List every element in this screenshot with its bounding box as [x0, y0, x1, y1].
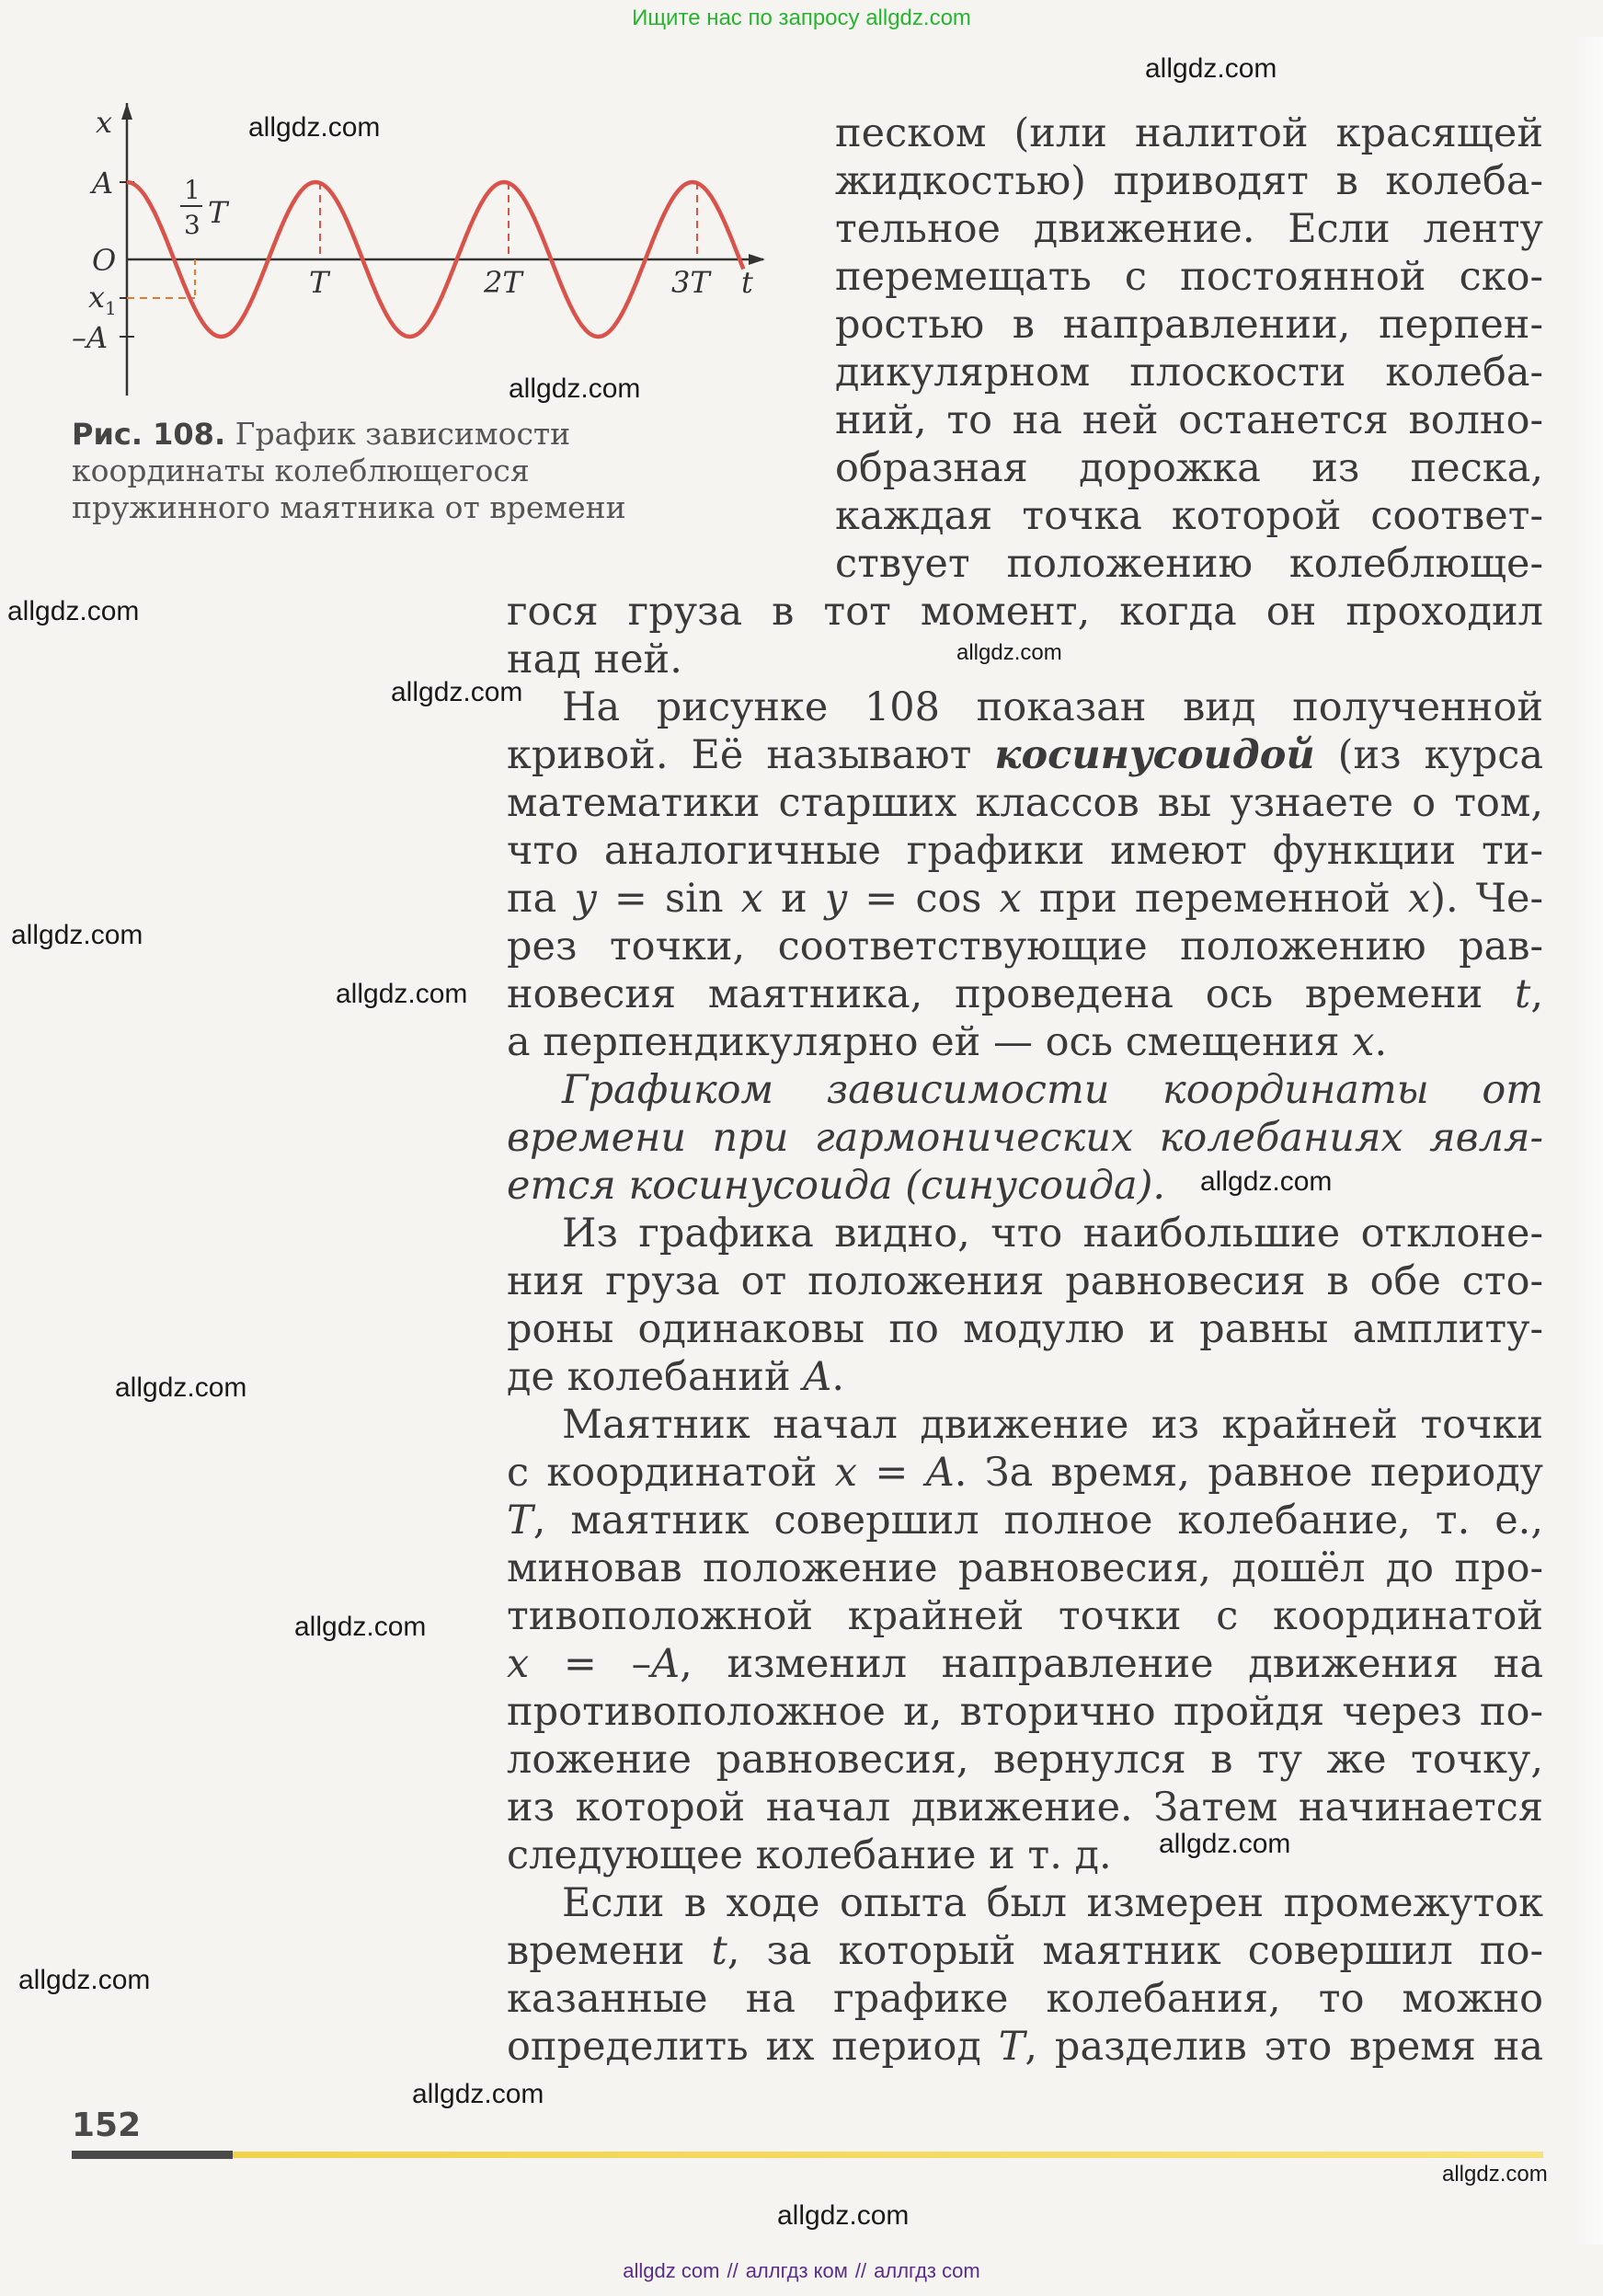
- text-line: а перпендикулярно ей — ось смещения x.: [507, 1019, 1388, 1065]
- oscillation-graph: [64, 103, 782, 407]
- label-x-axis: x: [96, 105, 113, 140]
- label-third-num: 1: [184, 175, 200, 205]
- text-line: тельное движение. Если ленту: [835, 206, 1543, 252]
- label-x1: [88, 280, 117, 319]
- text-line: с координатой x = A. За время, равное периоду: [507, 1450, 1543, 1496]
- watermark[interactable]: allgdz.com: [1159, 1829, 1291, 1859]
- text-line: Если в ходе опыта был измерен промежуток: [562, 1880, 1543, 1926]
- text-line: роны одинаковы по модулю и равны амплиту-: [507, 1306, 1543, 1352]
- text-line: противоположное и, вторично пройдя через по-: [507, 1689, 1543, 1735]
- text-line: дикулярном плоскости колеба-: [835, 350, 1543, 396]
- label-2T: 2T: [484, 265, 522, 300]
- label-t-axis: t: [741, 265, 753, 300]
- caption-line-2: координаты колеблющегося: [72, 453, 530, 488]
- label-minus-A: –A: [72, 320, 109, 355]
- caption-line-3: пружинного маятника от времени: [72, 489, 626, 525]
- text-line: тивоположной крайней точки с координатой: [507, 1593, 1543, 1639]
- page-edge: [1575, 37, 1603, 2244]
- text-line: па y = sin x и y = cos x при переменной x). Че-: [507, 876, 1544, 922]
- text-line: гося груза в тот момент, когда он проходил: [507, 589, 1543, 635]
- rule-line: времени при гармонических колебаниях явля-: [507, 1115, 1543, 1161]
- label-T: T: [309, 265, 329, 300]
- watermark[interactable]: allgdz.com: [7, 596, 140, 626]
- watermark[interactable]: allgdz.com: [956, 640, 1062, 665]
- text-line: казанные на графике колебания, то можно: [507, 1976, 1543, 2022]
- footer-bar-yellow: [233, 2152, 1543, 2158]
- label-third-T: T: [208, 195, 228, 230]
- label-O: O: [92, 243, 117, 278]
- watermark[interactable]: allgdz.com: [11, 920, 143, 950]
- watermark[interactable]: allgdz.com: [777, 2200, 910, 2231]
- bottom-link-3[interactable]: аллгдз com: [874, 2259, 980, 2282]
- bottom-banner[interactable]: [0, 2259, 1603, 2283]
- bottom-link-2[interactable]: аллгдз ком: [745, 2259, 848, 2282]
- text-line: T, маятник совершил полное колебание, т. е.,: [507, 1498, 1543, 1544]
- text-line: над ней.: [507, 637, 682, 683]
- text-line: новесия маятника, проведена ось времени t,: [507, 971, 1543, 1017]
- x-axis-arrow: [121, 103, 132, 120]
- text-line: ростью в направлении, перпен-: [835, 302, 1543, 348]
- watermark[interactable]: allgdz.com: [115, 1372, 247, 1403]
- text-line: Из графика видно, что наибольшие отклоне-: [562, 1211, 1543, 1257]
- watermark[interactable]: allgdz.com: [1200, 1166, 1333, 1197]
- text-line: x = –A, изменил направление движения на: [507, 1641, 1543, 1687]
- t-axis-arrow: [749, 254, 765, 265]
- text-line: Маятник начал движение из крайней точки: [562, 1402, 1543, 1448]
- label-x1-base: x: [88, 280, 106, 315]
- watermark[interactable]: allgdz.com: [391, 677, 523, 707]
- text-line: рез точки, соответствующие положению рав-: [507, 924, 1543, 970]
- footer-bar-dark: [72, 2151, 233, 2159]
- text-line: миновав положение равновесия, дошёл до про-: [507, 1545, 1543, 1591]
- label-third-den: 3: [184, 210, 200, 240]
- text-line: ния груза от положения равновесия в обе сто-: [507, 1258, 1543, 1304]
- watermark[interactable]: allgdz.com: [412, 2079, 544, 2109]
- caption-line-1: График зависимости: [235, 416, 571, 452]
- watermark[interactable]: allgdz.com: [336, 979, 468, 1009]
- text-line: каждая точка которой соответ-: [835, 493, 1543, 539]
- label-3T: 3T: [671, 265, 710, 300]
- figure-caption: [72, 416, 642, 526]
- term-cosinusoid: косинусоидой: [994, 732, 1315, 778]
- text-line: песком (или налитой красящей: [835, 110, 1543, 156]
- text-line: ствует положению колеблюще-: [835, 541, 1543, 587]
- watermark[interactable]: allgdz.com: [248, 112, 381, 143]
- bottom-link-1[interactable]: allgdz com: [623, 2259, 720, 2282]
- text-line: из которой начал движение. Затем начинается: [507, 1785, 1543, 1831]
- page-number: 152: [72, 2107, 142, 2144]
- caption-number: Рис. 108.: [72, 417, 226, 452]
- rule-line: ется косинусоида (синусоида).: [507, 1163, 1166, 1209]
- top-banner[interactable]: Ищите нас по запросу allgdz.com: [632, 6, 971, 30]
- text-line: ний, то на ней останется волно-: [835, 397, 1543, 443]
- label-x1-sub: 1: [105, 297, 117, 319]
- watermark[interactable]: allgdz.com: [1442, 2162, 1548, 2187]
- text-line: На рисунке 108 показан вид полученной: [562, 684, 1543, 730]
- text-line: образная дорожка из песка,: [835, 445, 1543, 491]
- text-line: времени t, за который маятник совершил по-: [507, 1928, 1543, 1974]
- text-line: что аналогичные графики имеют функции ти-: [507, 828, 1543, 874]
- watermark[interactable]: allgdz.com: [1145, 53, 1277, 84]
- watermark[interactable]: allgdz.com: [18, 1965, 151, 1995]
- label-A: A: [92, 166, 114, 201]
- text-line: ложение равновесия, вернулся в ту же точку,: [507, 1737, 1543, 1783]
- rule-line: Графиком зависимости координаты от: [562, 1067, 1543, 1113]
- bottom-sep-2: //: [854, 2259, 867, 2282]
- text-line: математики старших классов вы узнаете о том,: [507, 780, 1543, 826]
- text-line: де колебаний A.: [507, 1354, 845, 1400]
- watermark[interactable]: allgdz.com: [509, 373, 641, 404]
- text-line: жидкостью) приводят в колеба-: [835, 158, 1543, 204]
- text-line: кривой. Её называют косинусоидой (из курса: [507, 732, 1543, 778]
- text-line: следующее колебание и т. д.: [507, 1832, 1112, 1878]
- text-line: перемещать с постоянной ско-: [835, 254, 1543, 300]
- watermark[interactable]: allgdz.com: [294, 1612, 427, 1642]
- bottom-sep-1: //: [727, 2259, 739, 2282]
- text-line: определить их период T, разделив это время на: [507, 2024, 1544, 2070]
